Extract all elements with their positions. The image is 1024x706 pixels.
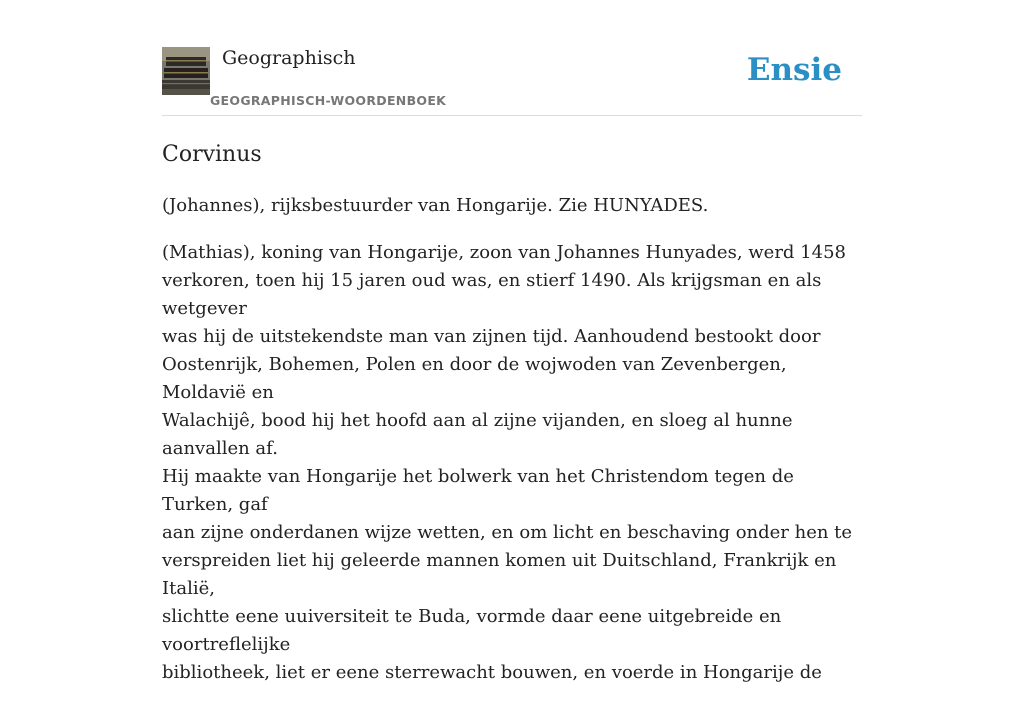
article-title: Corvinus (162, 142, 262, 167)
book-spines-icon (162, 47, 210, 95)
header-divider (162, 115, 862, 116)
source-slug[interactable]: GEOGRAPHISCH-WOORDENBOEK (210, 93, 447, 108)
source-avatar[interactable] (162, 47, 210, 95)
brand-logo[interactable]: Ensie (746, 52, 842, 88)
article-paragraph: (Johannes), rijksbestuurder van Hongarije. Zie HUNYADES. (162, 195, 709, 216)
article-body (162, 192, 867, 706)
article-paragraph: (Mathias), koning van Hongarije, zoon van Johannes Hunyades, werd 1458 verkoren, toen hij 15 jaren oud was, en stierf 1490. Als krijgsman en als wetgever was hij de uitstekendste man van zijnen tijd. Aanhoudend bestookt door Oostenrijk, Bohemen, Polen en door de wojwoden van Zevenbergen, Moldavië en Walachijê, bood hij het hoofd aan al zijne vijanden, en sloeg al hunne aanvallen af. Hij maakte van Hongarije het bolwerk van het Christendom tegen de Turken, gaf aan zijne onderdanen wijze wetten, en om licht en beschaving onder hen te verspreiden liet hij geleerde mannen komen uit Duitschland, Frankrijk en Italië, slichtte eene uuiversiteit te Buda, vormde daar eene uitgebreide en voortreflelijke bibliotheek, liet er eene sterrewacht bouwen, en voerde in Hongarije de (162, 242, 853, 683)
source-name[interactable]: Geographisch (222, 47, 356, 69)
